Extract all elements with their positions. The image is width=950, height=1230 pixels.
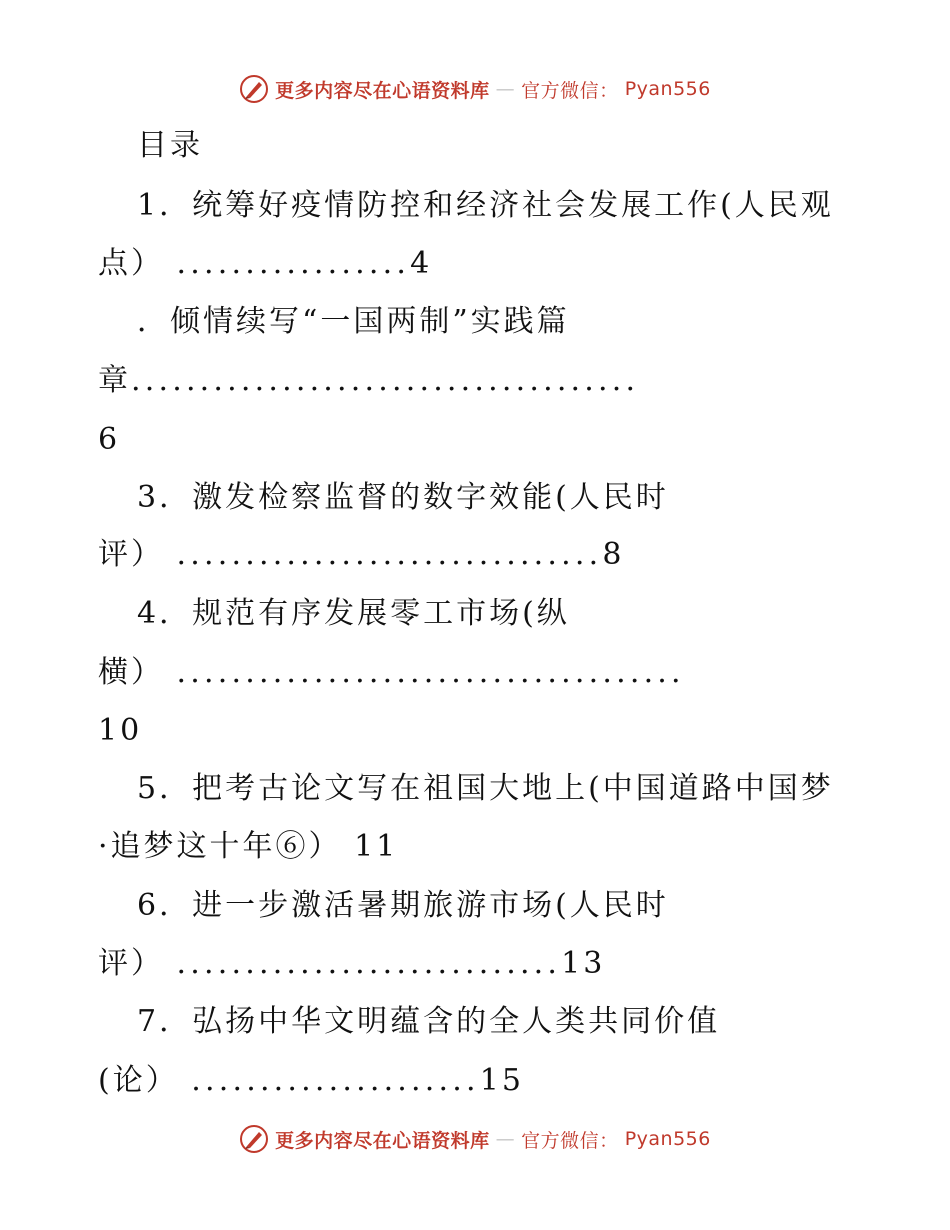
toc-entry-2-title: ．倾情续写“一国两制”实践篇 xyxy=(137,304,570,339)
watermark-main-text: 更多内容尽在心语资料库 xyxy=(275,79,490,102)
toc-entry-3-title-end: 评） xyxy=(98,537,164,572)
toc-entry-5-title: 5．把考古论文写在祖国大地上(中国道路中国梦 xyxy=(137,771,834,806)
watermark-sub-text: 官方微信： xyxy=(521,1129,619,1152)
toc-entry-4-title: 4．规范有序发展零工市场(纵 xyxy=(137,596,570,631)
toc-entry-1-leader: ................. xyxy=(176,246,411,281)
watermark-account: Pyan556 xyxy=(624,78,711,100)
toc-entry-3-leader: ............................... xyxy=(176,537,603,572)
toc-entry-7-leader: ..................... xyxy=(191,1063,480,1098)
watermark-account: Pyan556 xyxy=(624,1128,711,1150)
watermark-separator: — xyxy=(495,78,516,100)
watermark-sub-text: 官方微信： xyxy=(521,79,619,102)
toc-entry-3-page: 8 xyxy=(602,537,625,572)
toc-entry-1-line2 xyxy=(98,244,432,284)
toc-entry-5-page: 11 xyxy=(354,829,399,864)
toc-entry-2-line2 xyxy=(98,361,639,401)
toc-entry-7-page: 15 xyxy=(479,1063,524,1098)
toc-entry-6-title-end: 评） xyxy=(98,946,164,981)
toc-entry-6-title: 6．进一步激活暑期旅游市场(人民时 xyxy=(137,888,669,923)
toc-entry-5-title-end: ·追梦这十年⑥） xyxy=(98,829,342,864)
toc-entry-6-leader: ............................ xyxy=(176,946,562,981)
toc-entry-1-page: 4 xyxy=(410,246,433,281)
toc-entry-4-page: 10 xyxy=(98,713,143,748)
toc-entry-2-title-end: 章 xyxy=(98,363,131,398)
toc-entry-3-line2 xyxy=(98,535,624,575)
toc-entry-7-title: 7．弘扬中华文明蕴含的全人类共同价值 xyxy=(137,1004,721,1039)
watermark-separator: — xyxy=(495,1128,516,1150)
watermark-main-text: 更多内容尽在心语资料库 xyxy=(275,1129,490,1152)
toc-entry-7-line2 xyxy=(98,1061,524,1101)
toc-entry-7-title-end: (论） xyxy=(98,1063,179,1098)
header-watermark xyxy=(0,74,950,104)
toc-entry-6-page: 13 xyxy=(561,946,606,981)
toc-entry-2-page: 6 xyxy=(98,422,121,457)
toc-entry-4-line2 xyxy=(98,653,685,693)
toc-entry-1-title-end: 点） xyxy=(98,246,164,281)
toc-entry-5-line2 xyxy=(98,827,398,867)
toc-entry-2-leader: ..................................... xyxy=(131,363,640,398)
pen-logo-icon xyxy=(239,1124,269,1154)
toc-entry-1-title: 1．统筹好疫情防控和经济社会发展工作(人民观 xyxy=(137,188,834,223)
toc-heading: 目录 xyxy=(137,128,203,163)
pen-logo-icon xyxy=(239,74,269,104)
footer-watermark xyxy=(0,1124,950,1154)
toc-entry-4-leader: ..................................... xyxy=(176,655,685,690)
toc-entry-3-title: 3．激发检察监督的数字效能(人民时 xyxy=(137,480,669,515)
toc-entry-6-line2 xyxy=(98,944,605,984)
toc-entry-4-title-end: 横） xyxy=(98,655,164,690)
